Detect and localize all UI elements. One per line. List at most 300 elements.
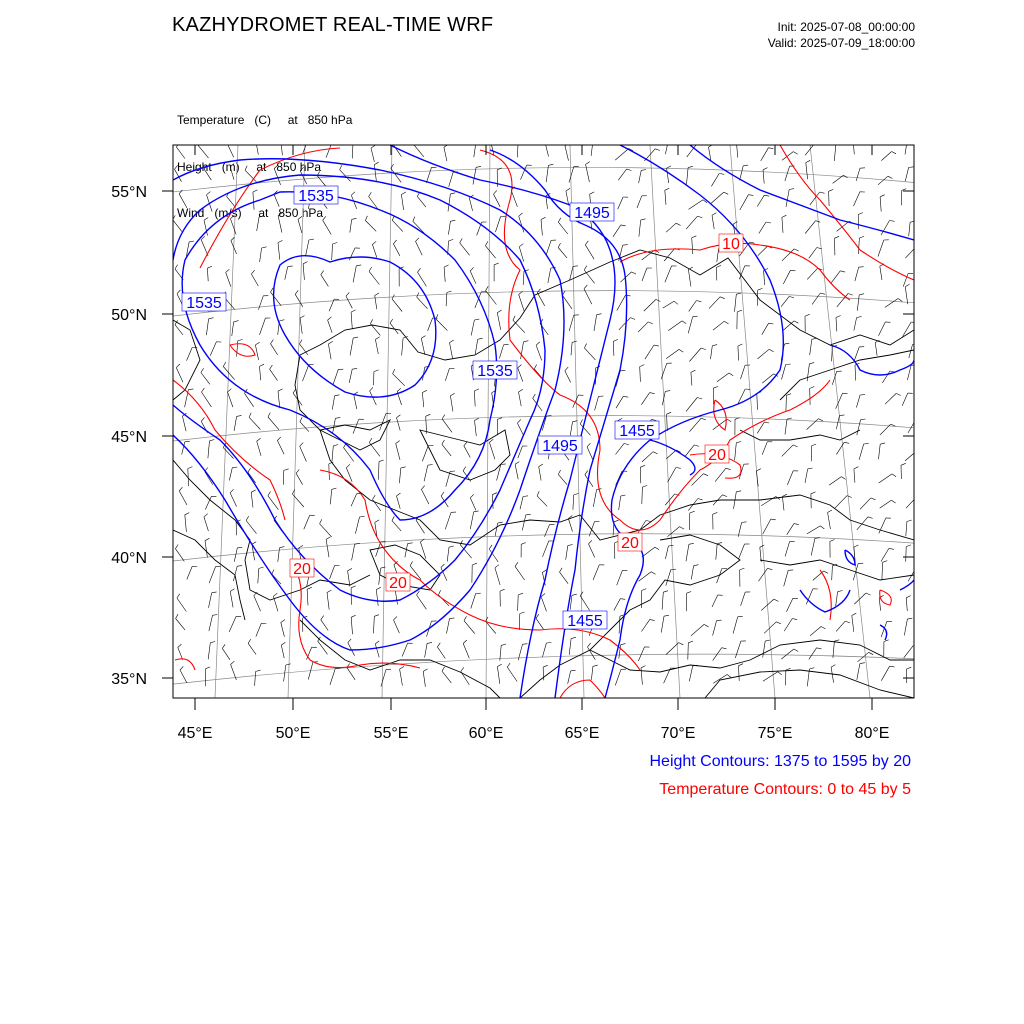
wind-barb <box>258 569 259 584</box>
wind-barb <box>176 619 185 630</box>
wind-barb-feather <box>442 440 445 444</box>
wind-barb <box>854 593 866 604</box>
wind-barb <box>761 148 769 161</box>
wind-barb <box>617 570 623 585</box>
wind-barb-feather <box>179 487 182 491</box>
wind-barb-feather <box>421 336 425 339</box>
wind-barb <box>614 599 620 611</box>
wind-barb-feather <box>697 398 702 400</box>
wind-barb <box>881 152 891 161</box>
wind-barb-feather <box>674 301 678 304</box>
wind-barb-feather <box>688 267 692 270</box>
wind-barb-feather <box>667 166 671 168</box>
wind-barb <box>807 526 820 534</box>
wind-barb-feather <box>513 316 515 321</box>
wind-barb-feather <box>587 443 591 447</box>
wind-barb <box>906 497 917 508</box>
wind-barb-feather <box>624 443 629 445</box>
wind-barb <box>182 416 186 431</box>
wind-barb-feather <box>817 648 822 649</box>
wind-barb-feather <box>246 516 249 520</box>
wind-barb <box>565 146 569 161</box>
wind-barb <box>545 142 549 157</box>
wind-barb <box>507 667 517 681</box>
wind-barb <box>541 597 546 612</box>
wind-barb <box>515 464 518 479</box>
wind-barb <box>278 216 282 233</box>
wind-barb-feather <box>396 441 400 444</box>
wind-barb <box>349 369 352 383</box>
wind-barb <box>271 344 278 355</box>
wind-barb-feather <box>223 362 225 366</box>
wind-barb <box>618 197 623 209</box>
wind-barb <box>249 417 260 429</box>
wind-barb-feather <box>371 145 375 148</box>
wind-barb <box>736 140 737 158</box>
wind-barb <box>536 345 542 360</box>
wind-barb <box>566 546 568 560</box>
wind-barb-feather <box>584 266 587 270</box>
wind-barb-feather <box>809 363 814 364</box>
wind-barb <box>495 568 500 585</box>
wind-barb-feather <box>835 236 840 238</box>
wind-barb <box>686 398 697 412</box>
wind-barb <box>688 317 693 334</box>
wind-barb <box>805 142 815 155</box>
wind-barb <box>375 340 378 355</box>
wind-barb <box>880 500 892 508</box>
wind-barb <box>392 299 402 312</box>
wind-barb <box>641 668 642 685</box>
height-label-1535-north <box>294 186 338 205</box>
wind-barb <box>758 349 770 359</box>
wind-barb <box>857 295 859 311</box>
wind-barb-feather <box>907 520 912 522</box>
wind-barb <box>586 164 590 182</box>
wind-barb <box>758 246 768 256</box>
wind-barb-feather <box>351 586 356 588</box>
wind-barb-feather <box>667 412 672 414</box>
wind-barb-feather <box>274 165 278 168</box>
wind-barb <box>875 343 877 356</box>
wind-barb <box>424 465 428 481</box>
wind-barb <box>763 519 771 534</box>
wind-barb-feather <box>238 339 243 341</box>
wind-barb <box>210 342 216 356</box>
wind-barb <box>400 669 403 685</box>
wind-barb-feather <box>665 391 670 392</box>
wind-barb-feather <box>720 297 725 299</box>
wind-barb <box>781 296 789 306</box>
wind-barb <box>809 648 817 660</box>
wind-barb-feather <box>185 441 190 442</box>
wind-barb-feather <box>335 417 340 418</box>
wind-barb <box>421 489 429 504</box>
wind-barb-feather <box>627 169 632 170</box>
wind-barb-feather <box>245 166 247 171</box>
wind-barb <box>369 271 379 284</box>
wind-barb <box>302 138 308 155</box>
wind-barb <box>879 598 880 611</box>
wind-barb-feather <box>353 142 358 144</box>
wind-barb-feather <box>844 442 849 443</box>
wind-barb-feather <box>447 291 452 293</box>
wind-barb <box>616 396 623 408</box>
wind-barb <box>426 167 431 183</box>
wind-barb-feather <box>812 444 817 446</box>
wind-barb <box>809 248 817 259</box>
map-title: KAZHYDROMET REAL-TIME WRF <box>172 14 494 36</box>
wind-barb-feather <box>198 140 200 144</box>
wind-barb-feather <box>273 593 277 596</box>
wind-barb-feather <box>392 139 395 143</box>
wind-barb <box>594 315 597 331</box>
wind-barb <box>619 496 621 510</box>
wind-barb <box>879 322 886 336</box>
wind-barb-feather <box>698 499 703 500</box>
wind-barb <box>522 515 526 530</box>
wind-barb-feather <box>890 221 895 222</box>
wind-barb <box>254 596 261 612</box>
wind-barb-feather <box>497 664 501 667</box>
wind-barb <box>475 339 477 354</box>
wind-barb-feather <box>351 192 355 195</box>
wind-barb-feather <box>474 389 479 391</box>
wind-barb <box>371 148 374 162</box>
wind-barb <box>735 443 737 461</box>
wind-barb-feather <box>202 388 205 392</box>
wind-barb <box>906 547 907 562</box>
wind-barb-feather <box>352 218 357 219</box>
wind-barb <box>518 595 519 611</box>
wind-barb-feather <box>793 152 797 155</box>
wind-barb-feather <box>584 285 587 289</box>
wind-barb-feather <box>572 341 577 342</box>
wind-barb-feather <box>251 490 256 492</box>
wind-barb <box>686 544 689 561</box>
wind-barb <box>494 194 501 207</box>
wind-barb-feather <box>335 395 340 396</box>
wind-barb-feather <box>401 467 406 468</box>
wind-barb <box>782 152 793 161</box>
wind-barb-feather <box>500 589 505 591</box>
wind-barb <box>230 167 234 180</box>
wind-barb-feather <box>824 571 828 573</box>
wind-barb <box>642 268 647 281</box>
wind-barb-feather <box>782 215 787 217</box>
wind-barb <box>909 222 910 236</box>
wind-barb <box>785 419 787 434</box>
latitude-labels <box>111 184 147 688</box>
wind-barb <box>663 301 674 308</box>
wind-barb <box>904 646 914 658</box>
svg-text:1535: 1535 <box>298 188 334 205</box>
wind-barb <box>570 266 574 280</box>
wind-barb <box>257 217 259 231</box>
wind-barb <box>268 417 279 430</box>
wind-barb <box>637 196 642 208</box>
wind-barb-feather <box>393 369 395 374</box>
wind-barb-feather <box>486 286 489 290</box>
lon-label-80: 80°E <box>854 725 890 742</box>
wind-barb-feather <box>369 192 372 196</box>
wind-barb-feather <box>676 468 681 469</box>
wind-barb-feather <box>558 470 560 474</box>
wind-barb-feather <box>820 192 825 193</box>
wind-barb <box>473 167 476 184</box>
wind-barb <box>640 467 641 483</box>
wind-barb-feather <box>277 437 280 441</box>
wind-barb <box>461 672 470 685</box>
wind-barb <box>446 293 447 307</box>
wind-barb <box>665 546 668 559</box>
wind-barb-feather <box>915 421 920 422</box>
wind-barb <box>464 621 475 634</box>
wind-barb-feather <box>478 338 483 339</box>
wind-barb <box>300 171 307 184</box>
wind-barb <box>764 271 765 286</box>
wind-barb-feather <box>416 238 419 242</box>
wind-barb-feather <box>668 545 673 546</box>
wind-barb-feather <box>207 192 211 195</box>
wind-barb <box>463 644 469 659</box>
wind-barb-feather <box>271 340 274 344</box>
wind-barb-feather <box>909 167 914 168</box>
wind-barb <box>209 593 212 608</box>
wind-barb-feather <box>470 494 473 498</box>
wind-barb <box>517 423 523 435</box>
wind-barb-feather <box>902 189 907 191</box>
wind-barb-feather <box>180 666 183 670</box>
wind-barb <box>757 394 758 410</box>
wind-barb-feather <box>916 247 921 249</box>
wind-barb <box>713 621 717 636</box>
wind-barb-feather <box>492 493 497 495</box>
wind-barb <box>762 442 767 455</box>
wind-barb <box>885 393 896 404</box>
wind-barb-feather <box>771 519 776 520</box>
wind-barb-feather <box>623 245 628 246</box>
wind-barb-feather <box>541 594 545 597</box>
wind-barb <box>204 517 209 531</box>
wind-barb-feather <box>694 565 699 566</box>
wind-barb-feather <box>620 599 625 600</box>
wind-barb-feather <box>852 613 856 615</box>
wind-barb-feather <box>539 464 543 467</box>
wind-barb-feather <box>917 497 922 499</box>
wind-barb-feather <box>369 438 372 442</box>
wind-barb <box>492 495 493 509</box>
longitude-labels <box>178 725 890 742</box>
wind-barb-feather <box>906 596 911 598</box>
wind-barb-feather <box>449 546 454 547</box>
wind-barb <box>666 643 679 655</box>
wind-barb <box>692 474 704 486</box>
wind-barb-feather <box>517 420 520 424</box>
wind-barb-feather <box>712 345 717 346</box>
wind-barb <box>807 669 809 686</box>
wind-barb <box>176 368 183 383</box>
wind-barb-feather <box>281 620 285 623</box>
wind-barb <box>735 294 737 311</box>
wind-barb <box>518 368 523 382</box>
valid-time: Valid: 2025-07-09_18:00:00 <box>767 36 915 50</box>
wind-barb-feather <box>831 665 835 668</box>
wind-barb-feather <box>268 491 271 495</box>
wind-barb <box>906 598 907 611</box>
wind-barb-feather <box>840 271 845 272</box>
wind-barb <box>447 547 449 561</box>
wind-barb-feather <box>188 389 193 390</box>
wind-barb-feather <box>189 241 194 242</box>
wind-barb <box>619 318 631 330</box>
wind-barb-feather <box>820 526 824 529</box>
wind-barb-feather <box>518 365 522 368</box>
wind-barb <box>589 544 595 558</box>
wind-barb-feather <box>701 348 706 350</box>
wind-barb-feather <box>206 667 211 669</box>
wind-barb <box>376 590 378 606</box>
wind-barb-feather <box>573 266 578 267</box>
lon-label-75: 75°E <box>757 725 793 742</box>
svg-text:20: 20 <box>621 535 639 552</box>
wind-barb-feather <box>494 190 497 194</box>
wind-barb <box>856 168 860 181</box>
height-label-1455-east <box>615 421 659 440</box>
wind-barb-feather <box>463 640 467 644</box>
wind-barb-feather <box>739 664 744 666</box>
wind-barb <box>832 566 833 580</box>
wind-barb <box>739 666 740 681</box>
wind-barb-feather <box>497 310 501 313</box>
wind-barb <box>471 320 474 335</box>
wind-barb-feather <box>188 467 193 469</box>
wind-barb-feather <box>501 644 506 645</box>
wind-barb-feather <box>231 661 235 664</box>
wind-barb-feather <box>868 517 873 519</box>
wind-barb-feather <box>417 591 420 595</box>
wind-barb <box>332 446 333 461</box>
wind-barb-feather <box>631 318 636 320</box>
wind-barb-feather <box>256 138 260 141</box>
wind-barb <box>230 219 236 235</box>
wind-barb-feather <box>669 139 674 140</box>
wind-barb-feather <box>857 317 862 318</box>
wind-barb <box>351 617 352 634</box>
wind-barb-feather <box>654 345 659 346</box>
wind-barb-feather <box>653 452 658 454</box>
wind-barb-feather <box>776 622 781 624</box>
wind-barb <box>229 616 236 632</box>
wind-barb <box>185 515 187 532</box>
wind-barb-feather <box>860 663 865 664</box>
wind-barb <box>417 297 428 309</box>
wind-barb <box>836 393 843 409</box>
wind-barb-feather <box>784 343 789 344</box>
wind-barb-feather <box>519 213 523 216</box>
wind-barb-feather <box>584 344 586 348</box>
wind-barb <box>691 624 704 635</box>
wind-barb-feather <box>230 164 234 167</box>
wind-barb <box>355 517 359 534</box>
wind-barb-feather <box>786 394 791 396</box>
wind-barb-feather <box>765 640 770 641</box>
wind-barb-feather <box>641 219 646 220</box>
temperature-contours-legend: Temperature Contours: 0 to 45 by 5 <box>659 781 911 798</box>
wind-barb-feather <box>520 612 525 614</box>
wind-barb <box>326 539 329 557</box>
wind-barb-feather <box>726 468 731 470</box>
wind-barb <box>281 140 283 155</box>
height-contours <box>173 145 914 698</box>
wind-barb <box>717 249 719 262</box>
wind-barb <box>405 544 408 558</box>
wind-barb-feather <box>655 149 660 151</box>
wind-barb-feather <box>701 418 706 420</box>
wind-barb-feather <box>861 419 866 420</box>
wind-barb-feather <box>237 566 242 567</box>
wind-barb <box>713 419 727 430</box>
wind-barb <box>519 295 524 311</box>
wind-barb-feather <box>373 495 376 499</box>
wind-barb-feather <box>210 440 215 441</box>
wind-barb <box>882 371 890 383</box>
wind-barb <box>668 321 682 331</box>
wind-barb <box>350 219 352 232</box>
wind-barb-feather <box>546 643 551 644</box>
wind-barb-feather <box>351 310 356 312</box>
wind-barb <box>691 566 693 580</box>
wind-barb <box>300 318 302 334</box>
wind-barb-feather <box>558 218 561 222</box>
wind-barb <box>222 648 230 659</box>
wind-barb <box>548 268 551 283</box>
wind-barb-feather <box>859 236 864 238</box>
wind-barb <box>295 294 303 307</box>
wind-barb-feather <box>463 467 466 471</box>
wind-barb <box>878 176 888 185</box>
wind-barb-feather <box>515 562 518 566</box>
wind-barb-feather <box>830 540 835 542</box>
wind-barb <box>666 570 671 586</box>
wind-barb <box>591 666 593 679</box>
wind-barb-feather <box>640 465 645 467</box>
wind-barb <box>179 194 187 208</box>
wind-barb <box>811 538 815 555</box>
wind-barb <box>688 643 689 660</box>
wind-barb-feather <box>545 139 549 142</box>
wind-barb <box>810 339 812 355</box>
wind-barb <box>571 342 572 355</box>
wind-barb-feather <box>722 648 727 649</box>
wind-barb <box>762 374 773 383</box>
wind-barb-feather <box>890 666 895 667</box>
wind-barb <box>519 392 522 406</box>
wind-barb <box>393 244 400 256</box>
wind-barb <box>543 541 549 557</box>
wind-barb <box>470 512 473 529</box>
wind-barb-feather <box>756 469 760 471</box>
wind-barb-feather <box>321 271 324 275</box>
wind-barb <box>740 166 744 181</box>
wind-barb-feather <box>786 364 791 365</box>
wind-barb-feather <box>892 474 896 477</box>
lon-label-50: 50°E <box>275 725 311 742</box>
wind-barb-feather <box>284 469 289 471</box>
wind-barb-feather <box>394 616 398 620</box>
wind-barb <box>255 345 258 360</box>
wind-barb <box>763 672 778 681</box>
